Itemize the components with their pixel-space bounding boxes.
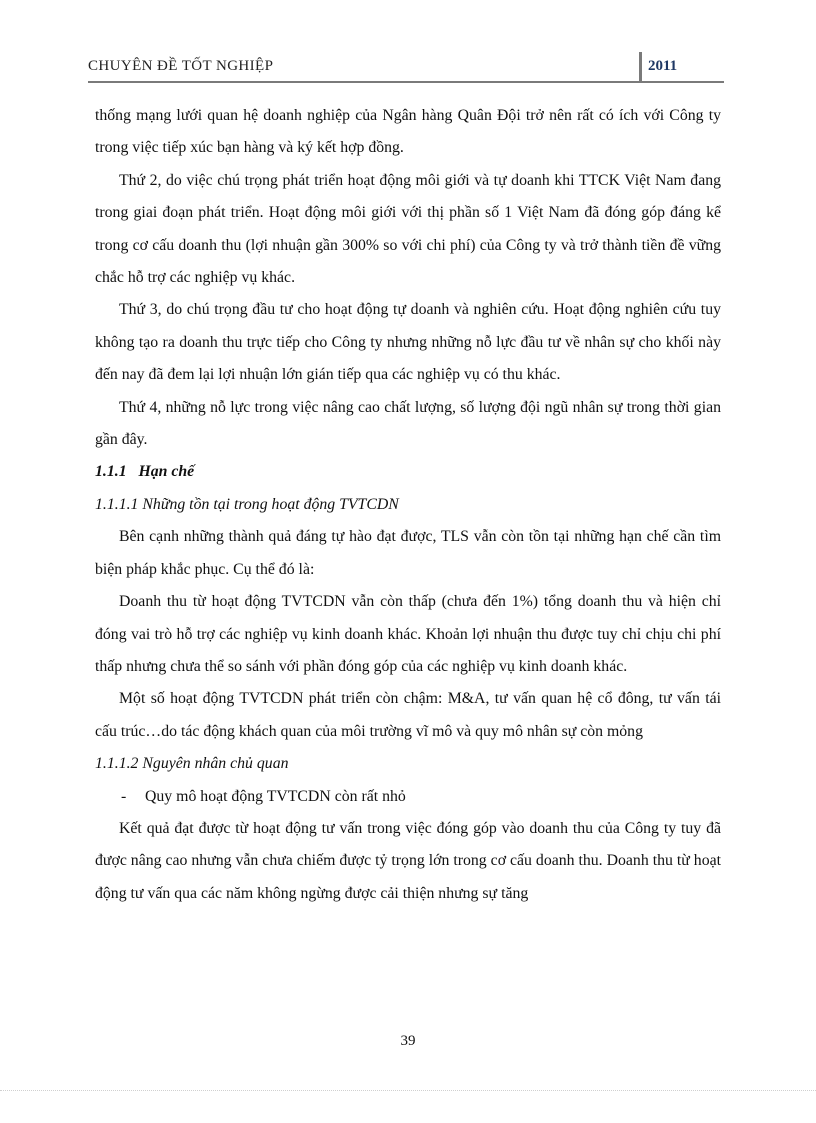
header-rule — [88, 81, 724, 83]
subsection-heading-shortcomings: 1.1.1.1 Những tồn tại trong hoạt động TVTCDN — [95, 495, 399, 513]
page-edge — [0, 1090, 816, 1091]
paragraph-intro-limitations: Bên cạnh những thành quả đáng tự hào đạt được, TLS vẫn còn tồn tại những hạn chế cần tìm biện pháp khắc phục. Cụ thể đó là: — [95, 528, 721, 578]
header-divider — [639, 52, 642, 82]
bullet-mark: - — [121, 787, 127, 805]
section-heading-limitations: 1.1.1 Hạn chế — [95, 463, 195, 481]
header-title: CHUYÊN ĐỀ TỐT NGHIỆP — [88, 58, 274, 74]
page-number: 39 — [400, 1033, 416, 1049]
header-year: 2011 — [648, 58, 678, 74]
document-body — [95, 100, 721, 910]
page-header — [88, 52, 724, 82]
subsection-heading-causes: 1.1.1.2 Nguyên nhân chủ quan — [95, 755, 289, 773]
paragraph-second-reason: Thứ 2, do việc chú trọng phát triển hoạt động môi giới và tự doanh khi TTCK Việt Nam đang trong giai đoạn phát triển. Hoạt động môi giới với thị phần số 1 Việt Nam đã đóng góp đáng kể trong cơ cấu doanh thu (lợi nhuận gần 300% so với chi phí) của Công ty và trở thành tiền đề vững chắc hỗ trợ các nghiệp vụ khác. — [95, 171, 721, 287]
paragraph-third-reason: Thứ 3, do chú trọng đầu tư cho hoạt động tự doanh và nghiên cứu. Hoạt động nghiên cứu tuy không tạo ra doanh thu trực tiếp cho Công ty nhưng những nỗ lực đầu tư về nhân sự cho khối này đến nay đã đem lại lợi nhuận lớn gián tiếp qua các nghiệp vụ có thu khác. — [95, 301, 721, 384]
paragraph-fourth-reason: Thứ 4, những nỗ lực trong việc nâng cao chất lượng, số lượng đội ngũ nhân sự trong thời gian gần đây. — [95, 398, 721, 449]
paragraph-continuation: thống mạng lưới quan hệ doanh nghiệp của Ngân hàng Quân Đội trở nên rất có ích với Công ty trong việc tiếp xúc bạn hàng và ký kết hợp đồng. — [95, 107, 721, 157]
paragraph-slow-activities: Một số hoạt động TVTCDN phát triển còn chậm: M&A, tư vấn quan hệ cổ đông, tư vấn tái cấu trúc…do tác động khách quan của môi trường vĩ mô và quy mô nhân sự còn mỏng — [95, 690, 721, 740]
paragraph-results: Kết quả đạt được từ hoạt động tư vấn trong việc đóng góp vào doanh thu của Công ty tuy đã được nâng cao nhưng vẫn chưa chiếm được tỷ trọng lớn trong cơ cấu doanh thu. Doanh thu từ hoạt động tư vấn qua các năm không ngừng được cải thiện nhưng sự tăng — [95, 819, 721, 902]
bullet-item — [95, 781, 721, 813]
paragraph-revenue: Doanh thu từ hoạt động TVTCDN vẫn còn thấp (chưa đến 1%) tổng doanh thu và hiện chỉ đóng vai trò hỗ trợ các nghiệp vụ kinh doanh khác. Khoản lợi nhuận thu được tuy chỉ chịu chi phí thấp nhưng chưa thể so sánh với phần đóng góp của các nghiệp vụ kinh doanh khác. — [95, 593, 721, 675]
bullet-text: Quy mô hoạt động TVTCDN còn rất nhỏ — [145, 787, 406, 805]
